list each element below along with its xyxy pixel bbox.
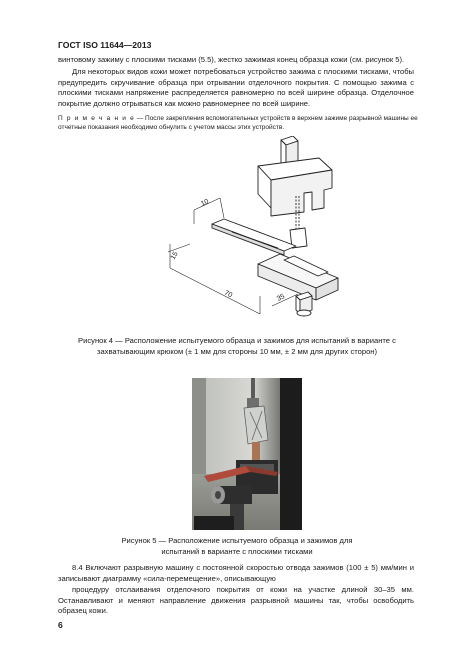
figure-5-photo (192, 378, 302, 530)
figure-4-caption: Рисунок 4 — Расположение испытуемого образца и зажимов для испытаний в варианте с захватывающим крюком (± 1 мм для стороны 10 мм, ± 2 мм для других сторон) (78, 336, 396, 356)
document-header: ГОСТ ISO 11644—2013 (58, 40, 152, 50)
dim-70: 70 (223, 289, 234, 300)
dim-35: 35 (275, 293, 286, 303)
paragraph-1: винтовому зажиму с плоскими тисками (5.5), жестко зажимая конец образца кожи (см. рисунок 5). (58, 55, 405, 64)
dim-10: 10 (199, 198, 210, 208)
page-number: 6 (58, 620, 63, 630)
paragraph-3: 8.4 Включают разрывную машину с постоянной скоростью отвода зажимов (100 ± 5) мм/мин и записывают диаграмму «сила-перемещение», описывающую (58, 563, 414, 583)
paragraph-2: Для некоторых видов кожи может потребоваться устройство зажима с плоскими тисками, чтобы предупредить скручивание образца при отрывании отделочного покрытия. С помощью зажима с плоскими тисками напряжение распределяется равномерно по всей ширине образца. Отделочное покрытие должно отрываться как можно равномернее по всей ширине. (58, 67, 414, 108)
dim-15: 15 (169, 250, 180, 261)
note (58, 114, 418, 133)
figure-5-caption: Рисунок 5 — Расположение испытуемого образца и зажимов для испытаний в варианте с плоскими тисками (121, 536, 353, 556)
note-label: П р и м е ч а н и е (58, 115, 135, 122)
note-text: — После закрепления вспомогательных устройств в верхнем зажиме разрывной машины ее отчетные показания необходимо обнулить с учетом массы этих устройств. (58, 115, 418, 132)
paragraph-4: процедуру отслаивания отделочного покрытия от кожи на участке длиной 30–35 мм. Останавливают и меняют направление движения разрывной машины так, чтобы освободить образец кожи. (58, 585, 414, 616)
figure-4-drawing (160, 136, 350, 328)
